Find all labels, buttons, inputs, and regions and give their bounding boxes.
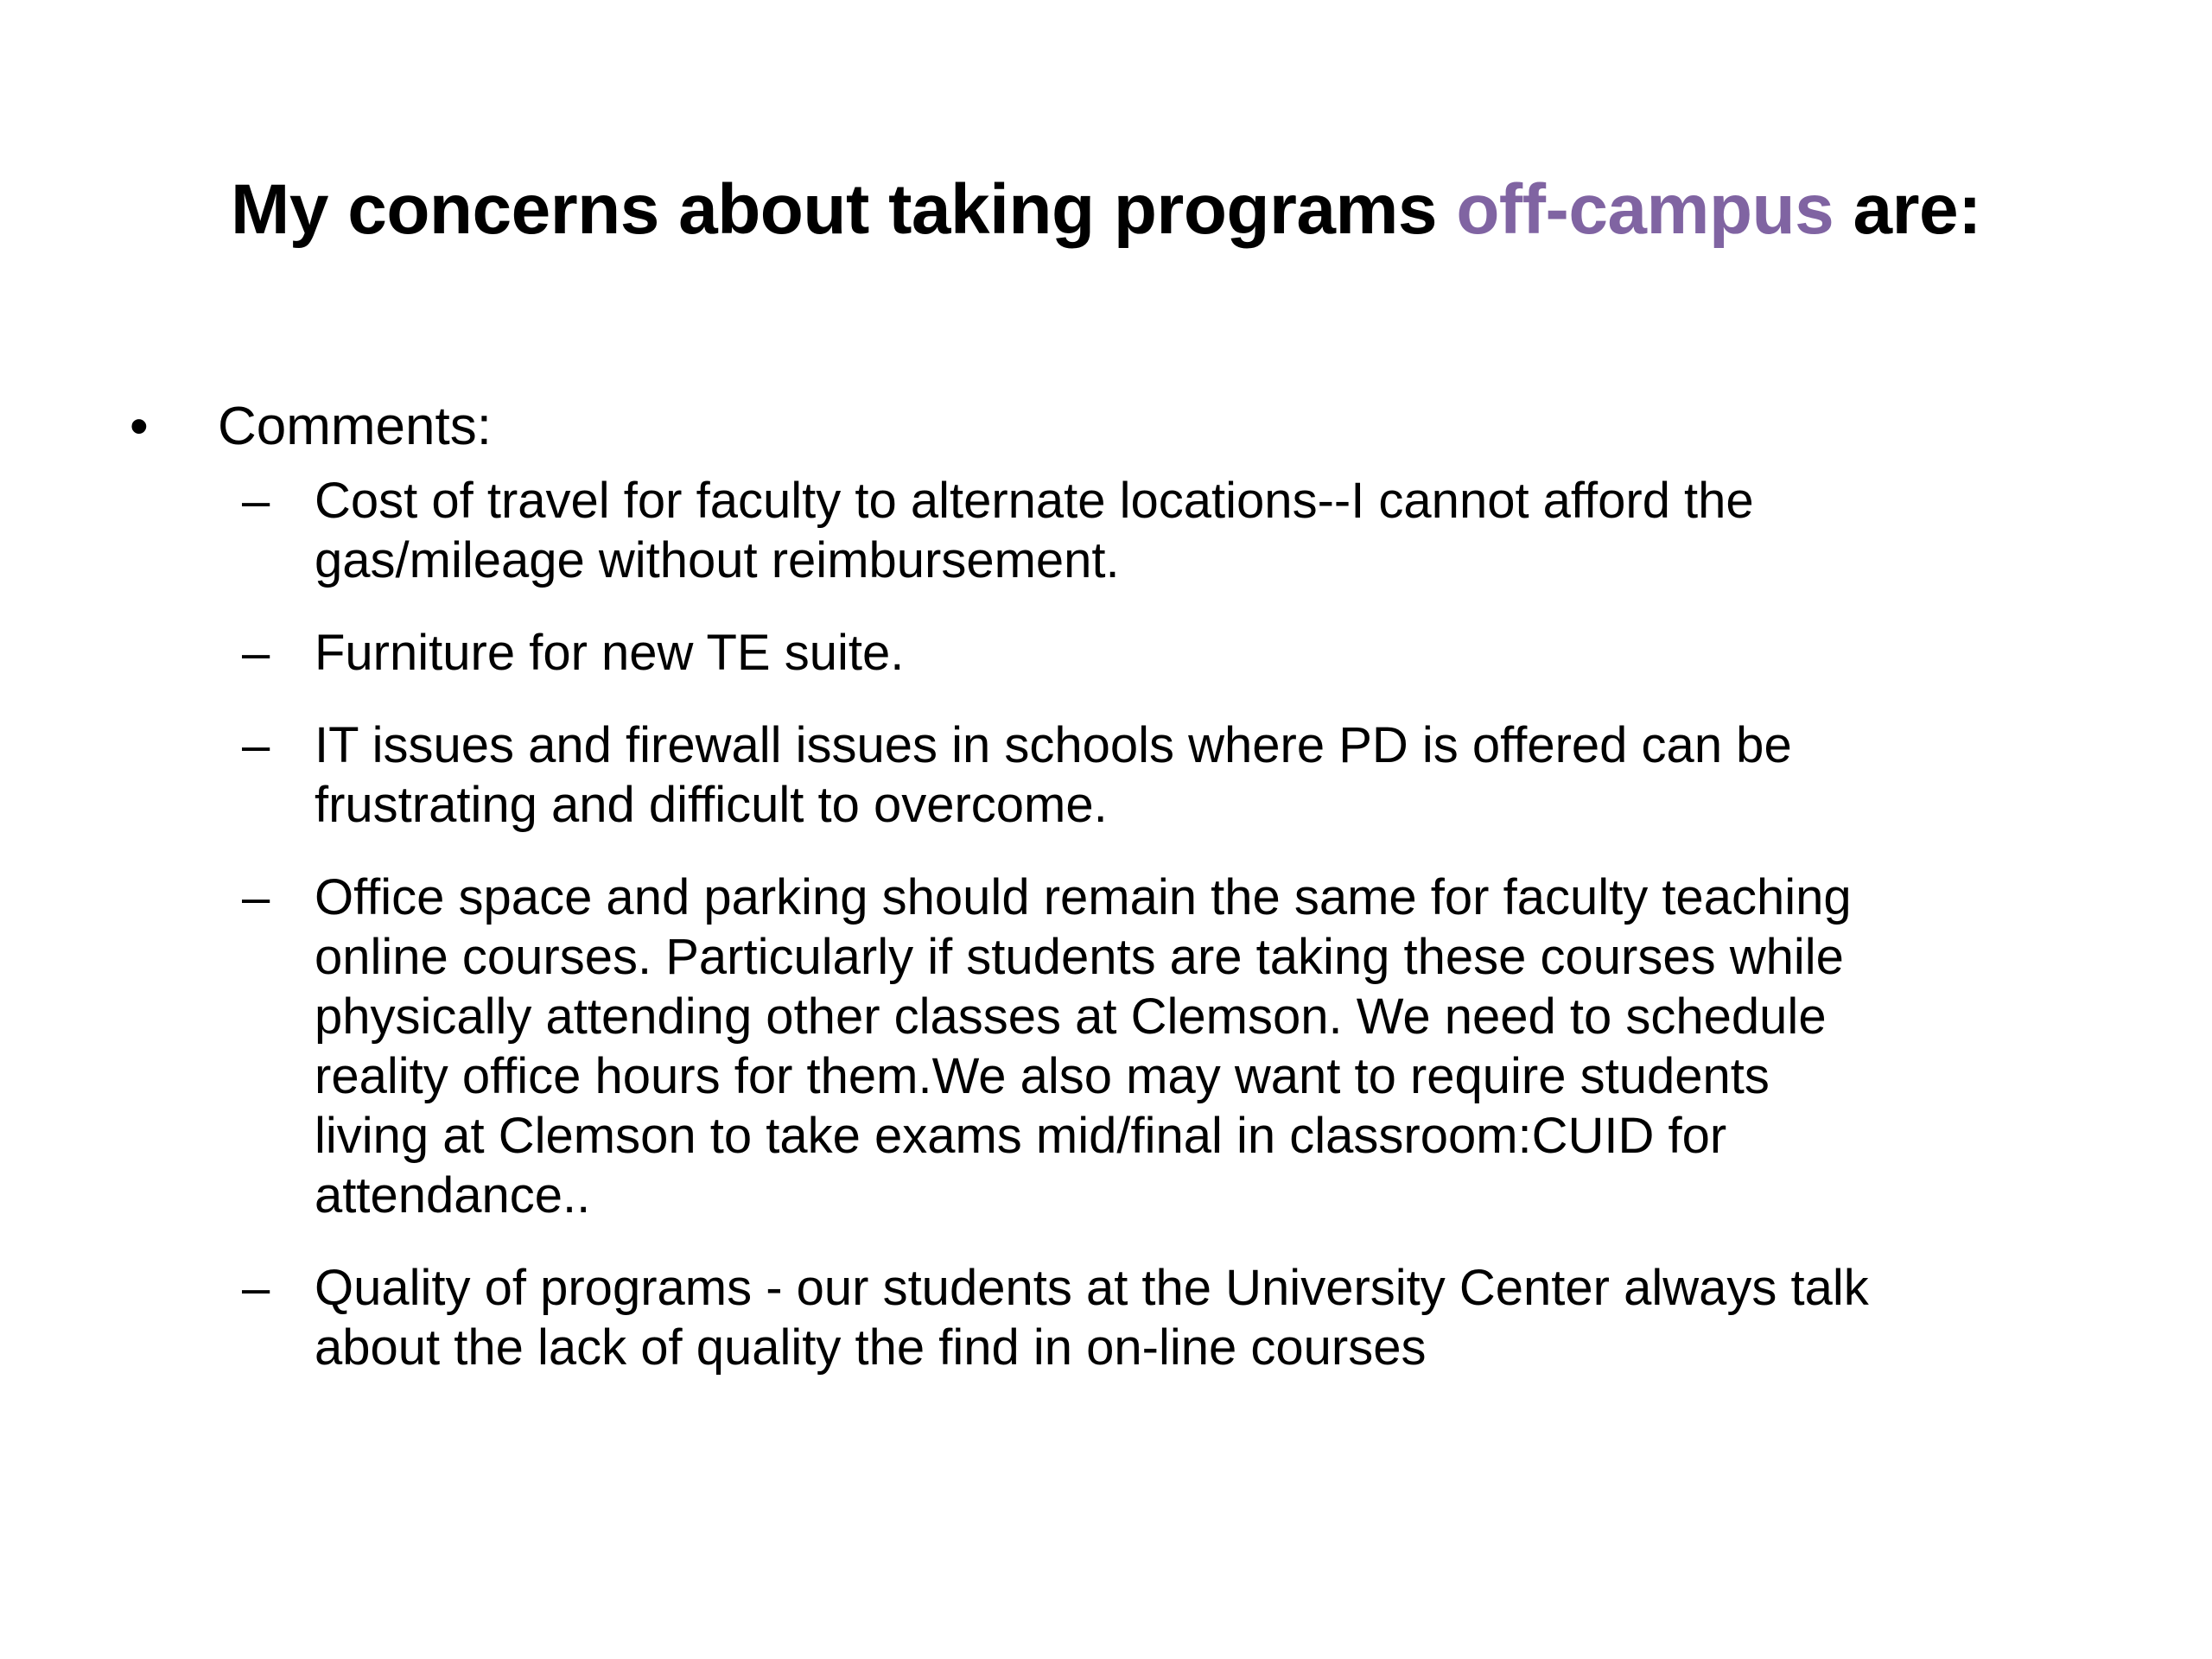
- comment-item: [242, 1258, 2086, 1377]
- bullet-comments: [130, 393, 2117, 461]
- comment-line: online courses. Particularly if students are taking these courses while: [315, 929, 1844, 985]
- bullet-dot-icon: •: [130, 397, 149, 456]
- comment-line: Furniture for new TE suite.: [315, 625, 905, 681]
- comment-list: [130, 471, 2143, 1377]
- comment-line: attendance..: [315, 1167, 591, 1224]
- dash-marker-icon: –: [242, 869, 270, 925]
- comment-line: about the lack of quality the find in on-line courses: [315, 1319, 1427, 1376]
- comment-text: [315, 471, 2086, 590]
- comment-item: [242, 715, 2086, 835]
- comment-text: [315, 868, 2086, 1225]
- dash-marker-icon: –: [242, 717, 270, 773]
- comment-item: [242, 471, 2086, 590]
- comment-line: gas/mileage without reimbursement.: [315, 532, 1120, 588]
- title-text-end: are:: [1834, 170, 1981, 249]
- comment-text: [315, 623, 2086, 683]
- comment-line: living at Clemson to take exams mid/final in classroom:CUID for: [315, 1108, 1727, 1164]
- comment-line: Quality of programs - our students at the University Center always talk: [315, 1260, 1869, 1316]
- slide-title: [0, 162, 2212, 257]
- bullet-list: [130, 393, 2117, 1410]
- comment-text: [315, 1258, 2086, 1377]
- title-accent-text: off-campus: [1456, 170, 1834, 249]
- dash-marker-icon: –: [242, 1260, 270, 1316]
- bullet-label: Comments:: [218, 397, 492, 456]
- title-text-start: My concerns about taking programs: [231, 170, 1457, 249]
- dash-marker-icon: –: [242, 625, 270, 681]
- comment-line: IT issues and firewall issues in schools where PD is offered can be: [315, 717, 1792, 773]
- comment-line: frustrating and difficult to overcome.: [315, 777, 1108, 833]
- comment-item: [242, 623, 2086, 683]
- comment-line: physically attending other classes at Clemson. We need to schedule: [315, 988, 1827, 1045]
- comment-line: Office space and parking should remain the same for faculty teaching: [315, 869, 1852, 925]
- comment-line: reality office hours for them.We also may want to require students: [315, 1048, 1770, 1104]
- dash-marker-icon: –: [242, 473, 270, 529]
- comment-item: [242, 868, 2086, 1225]
- comment-text: [315, 715, 2086, 835]
- comment-line: Cost of travel for faculty to alternate locations--I cannot afford the: [315, 473, 1754, 529]
